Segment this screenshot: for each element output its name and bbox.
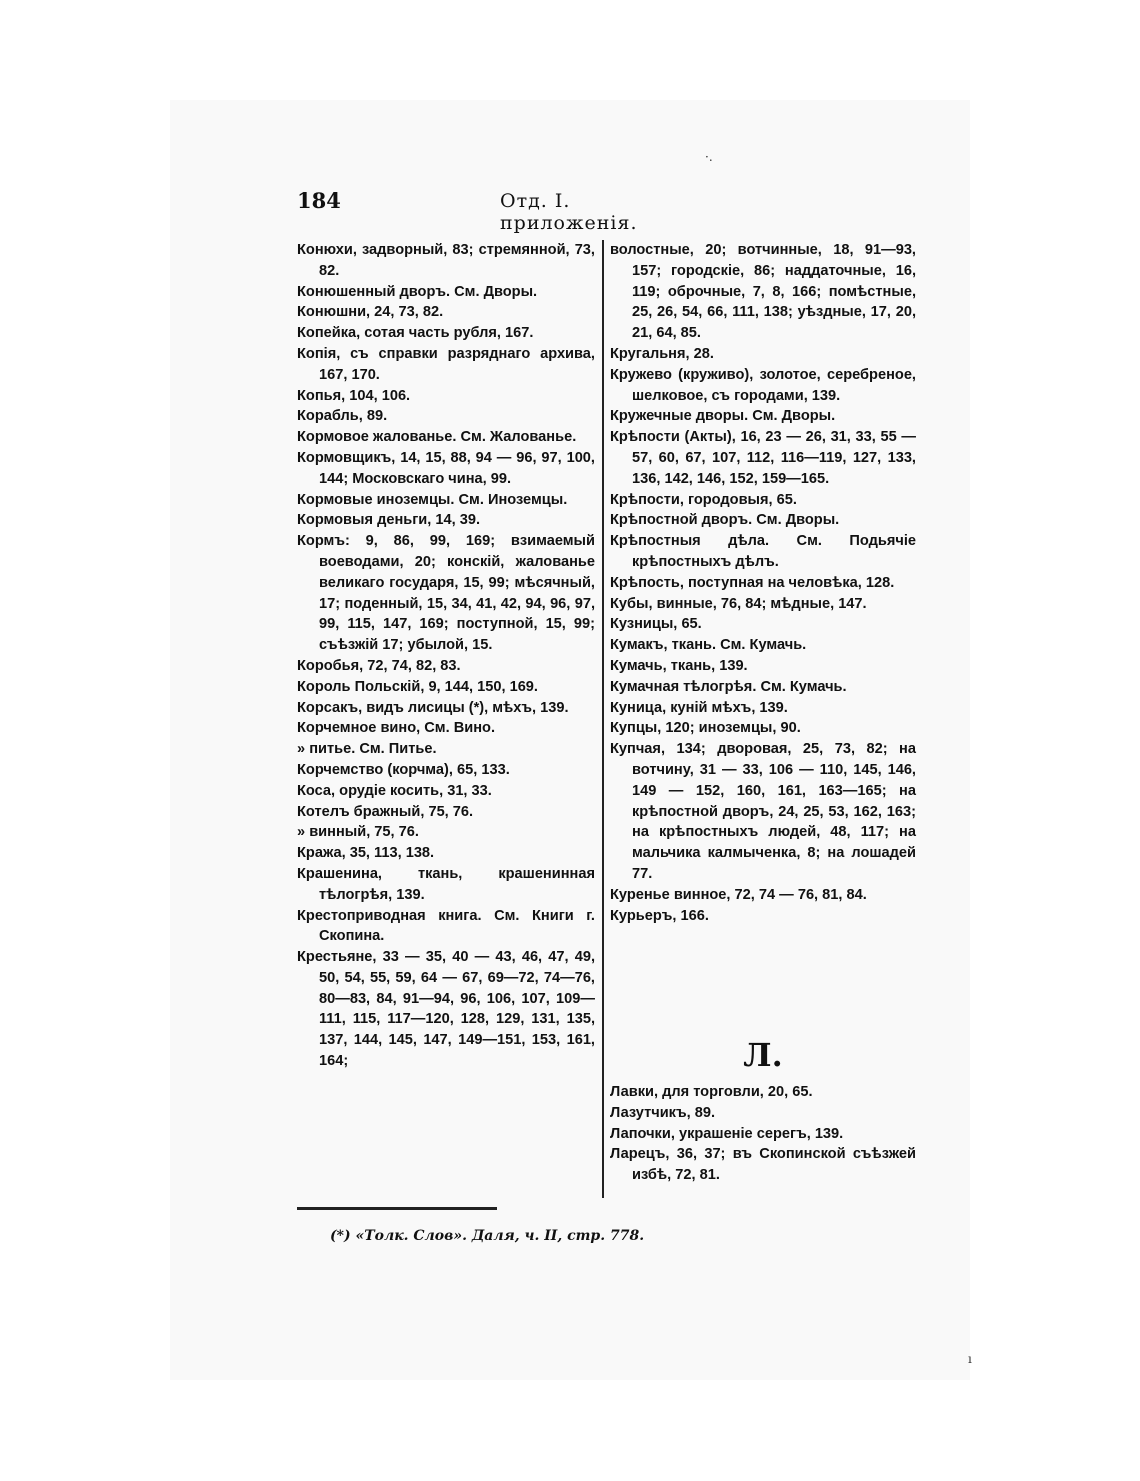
entry-headword: Коса, — [297, 782, 336, 799]
index-entry — [297, 240, 595, 282]
index-entry — [610, 1144, 916, 1186]
entry-headword: Куница, — [610, 699, 667, 716]
entry-headword: Лазутчикъ, — [610, 1104, 691, 1121]
index-entry — [610, 906, 916, 927]
footnote-rule — [297, 1207, 497, 1210]
entry-headword: Копья, — [297, 387, 346, 404]
entry-headword: Котелъ бражный, — [297, 803, 425, 820]
index-entry — [610, 594, 916, 615]
index-entry — [610, 885, 916, 906]
index-entry — [297, 822, 595, 843]
right-column — [610, 240, 916, 926]
entry-references: орудіе косить, 31, 33. — [339, 782, 492, 799]
entry-headword: Копія, — [297, 345, 341, 362]
index-entry — [297, 406, 595, 427]
entry-references: См. Вино. — [424, 720, 496, 737]
entry-references: ткань. См. Кумачь. — [671, 637, 807, 654]
entry-references: питье. См. Питье. — [309, 741, 437, 758]
entry-headword: Купцы, — [610, 720, 662, 737]
entry-references: 65. — [681, 616, 702, 633]
index-entry — [297, 344, 595, 386]
entry-references: 35, 113, 138. — [349, 845, 435, 862]
entry-references: 36, 37; въ Скопинской съѣзжей избѣ, 72, 81. — [632, 1146, 916, 1184]
entry-headword: Купчая, — [610, 741, 665, 758]
entry-headword: Крѣпости, — [610, 491, 684, 508]
index-entry — [297, 864, 595, 906]
index-entry — [610, 1124, 916, 1145]
index-entry — [297, 906, 595, 948]
index-entry — [610, 365, 916, 407]
index-entry — [297, 302, 595, 323]
entry-references: 134; дворовая, 25, 73, 82; на вотчину, 31 — 33, 106 — 110, 145, 146, 149 — 152, 160, 161, 163—165; на крѣпостной дворъ, 24, 25, 53, 162, 163; на крѣпостныхъ людей, 48, 117; на мальчика калмыченка, 8; на лошадей 77. — [632, 741, 916, 882]
index-entry — [297, 510, 595, 531]
index-entry — [610, 698, 916, 719]
entry-references: 24, 73, 82. — [374, 304, 444, 321]
entry-references: 14, 15, 88, 94 — 96, 97, 100, 144; Московскаго чина, 99. — [319, 449, 595, 487]
entry-references: 89. — [694, 1104, 716, 1121]
index-entry — [297, 448, 595, 490]
entry-headword: Кормовые иноземцы. — [297, 491, 455, 508]
index-entry — [297, 843, 595, 864]
speck: ·. — [705, 150, 713, 164]
index-entry — [610, 718, 916, 739]
index-entry — [610, 739, 916, 885]
index-entry — [610, 427, 916, 489]
entry-headword: Конюхи, — [297, 242, 357, 258]
entry-references: См. Дворы. — [454, 283, 538, 300]
index-entry — [610, 344, 916, 365]
entry-references: куній мѣхъ, 139. — [670, 699, 788, 716]
column-separator — [602, 240, 604, 1198]
entry-references: 65, 133. — [457, 761, 510, 778]
index-entry — [297, 781, 595, 802]
entry-references: для торговли, 20, 65. — [662, 1084, 813, 1100]
section-letter: Л. — [743, 1036, 783, 1074]
entry-headword: Кража, — [297, 845, 346, 862]
footnote: (*) «Толк. Слов». Даля, ч. II, стр. 778. — [330, 1228, 645, 1244]
entry-references: городовыя, 65. — [687, 491, 797, 508]
index-entry — [610, 656, 916, 677]
index-entry — [610, 490, 916, 511]
entry-headword: Кормовое жалованье. — [297, 429, 457, 446]
index-entry — [297, 531, 595, 656]
index-entry — [297, 386, 595, 407]
entry-headword: Лапочки, — [610, 1125, 675, 1142]
entry-headword: » — [297, 741, 306, 758]
entry-references: 72, 74 — 76, 81, 84. — [734, 886, 867, 903]
entry-headword: Кружево (круживо), — [610, 366, 754, 383]
entry-headword: Конюшенный дворъ. — [297, 283, 451, 300]
entry-headword: Кумачь, — [610, 657, 667, 674]
right-column-section-l — [610, 1082, 916, 1186]
entry-references: См. Книги г. Скопина. — [319, 907, 595, 945]
index-entry — [297, 718, 595, 739]
entry-headword: Куренье винное, — [610, 886, 731, 903]
index-entry — [610, 406, 916, 427]
entry-headword: Корчемное вино, — [297, 720, 421, 737]
index-entry — [610, 1082, 916, 1103]
index-entry — [610, 531, 916, 573]
entry-references: 166. — [680, 907, 709, 924]
entry-references: 89. — [366, 408, 388, 425]
entry-headword: Кумакъ, — [610, 637, 668, 654]
entry-references: См. Иноземцы. — [458, 491, 568, 508]
entry-references: поступная на человѣка, 128. — [687, 574, 895, 591]
index-entry — [297, 323, 595, 344]
entry-headword: Корабль, — [297, 408, 363, 425]
entry-headword: Курьеръ, — [610, 907, 677, 924]
entry-references: 104, 106. — [349, 387, 411, 404]
index-entry — [297, 739, 595, 760]
entry-references: См. Подьячіе крѣпостныхъ дѣлъ. — [632, 533, 916, 570]
index-entry — [610, 677, 916, 698]
entry-references: См. Кумачь. — [760, 678, 847, 695]
index-entry — [297, 282, 595, 303]
entry-headword: Крѣпости (Акты), — [610, 429, 736, 446]
entry-references: См. Жалованье. — [460, 429, 577, 446]
index-entry — [297, 656, 595, 677]
index-entry — [610, 573, 916, 594]
entry-headword: Коробья, — [297, 657, 364, 674]
entry-references: винный, 75, 76. — [309, 824, 419, 841]
entry-references: См. Дворы. — [752, 408, 836, 425]
entry-references: съ справки разряднаго архива, 167, 170. — [319, 345, 595, 383]
entry-headword: Кузницы, — [610, 616, 678, 633]
entry-references: задворный, 83; стремянной, 73, 82. — [319, 242, 595, 279]
entry-headword: Крѣпостныя дѣла. — [610, 533, 770, 550]
index-entry — [297, 947, 595, 1072]
entry-headword: » — [297, 824, 306, 841]
entry-references: винные, 76, 84; мѣдные, 147. — [656, 595, 867, 612]
entry-references: 72, 74, 82, 83. — [367, 657, 461, 674]
index-entry — [610, 240, 916, 344]
left-column — [297, 240, 595, 1072]
entry-references: видъ лисицы (*), мѣхъ, 139. — [366, 699, 569, 716]
entry-references: 75, 76. — [428, 803, 474, 820]
index-entry — [297, 760, 595, 781]
entry-headword: Ларецъ, — [610, 1146, 670, 1163]
index-entry — [297, 677, 595, 698]
entry-references: золотое, серебреное, шелковое, съ городами, 139. — [632, 366, 916, 404]
entry-references: 9, 144, 150, 169. — [428, 678, 538, 695]
entry-references: 120; иноземцы, 90. — [665, 720, 801, 737]
running-head: Отд. I. приложенія. — [500, 190, 638, 234]
index-entry — [610, 1103, 916, 1124]
entry-headword: Крѣпостной дворъ. — [610, 512, 753, 529]
entry-headword: Кружечные дворы. — [610, 408, 749, 425]
index-entry — [297, 490, 595, 511]
index-entry — [610, 635, 916, 656]
entry-headword: Корсакъ, — [297, 699, 363, 716]
entry-references: 9, 86, 99, 169; взимаемый воеводами, 20; конскій, жалованье великаго государя, 15, 99; мѣсячный, 17; поденный, 15, 34, 41, 42, 94, 96, 97, 99, 115, 147, 169; поступной, 15, 99; съѣзжій 17; убылой, 15. — [319, 533, 595, 654]
entry-headword: Крѣпость, — [610, 574, 684, 591]
page-number: 184 — [297, 188, 341, 213]
entry-headword: Кубы, — [610, 595, 653, 612]
entry-references: ткань, крашенинная тѣлогрѣя, 139. — [319, 865, 595, 903]
entry-references: волостные, 20; вотчинные, 18, 91—93, 157; городскіе, 86; наддаточные, 16, 119; оброчные, 7, 8, 166; помѣстные, 25, 26, 54, 66, 111, 138; уѣздные, 17, 20, 21, 64, 85. — [610, 242, 916, 342]
entry-references: 14, 39. — [435, 512, 481, 529]
entry-references: сотая часть рубля, 167. — [364, 325, 534, 342]
entry-headword: Кумачная тѣлогрѣя. — [610, 678, 757, 695]
page-header — [297, 188, 707, 234]
entry-references: См. Дворы. — [756, 512, 840, 529]
entry-headword: Лавки, — [610, 1084, 659, 1100]
speck: ı — [968, 1352, 972, 1366]
entry-headword: Кормовщикъ, — [297, 449, 396, 466]
entry-references: 28. — [693, 345, 714, 362]
index-entry — [297, 427, 595, 448]
entry-headword: Корчемство (корчма), — [297, 761, 453, 778]
entry-references: ткань, 139. — [670, 657, 748, 674]
entry-headword: Крестоприводная книга. — [297, 907, 482, 924]
entry-headword: Крашенина, — [297, 865, 382, 882]
index-entry — [610, 614, 916, 635]
index-entry — [297, 698, 595, 719]
entry-references: украшеніе серегъ, 139. — [678, 1125, 844, 1142]
entry-headword: Кругальня, — [610, 345, 690, 362]
entry-headword: Копейка, — [297, 325, 361, 342]
entry-headword: Крестьяне, — [297, 949, 377, 966]
entry-references: 33 — 35, 40 — 43, 46, 47, 49, 50, 54, 55, 59, 64 — 67, 69—72, 74—76, 80—83, 84, 91—94, 96, 106, 107, 109—111, 115, 117—120, 128, 129, 131, 135, 137, 144, 145, 147, 149—151, 153, 161, 164; — [319, 949, 596, 1070]
entry-headword: Король Польскій, — [297, 678, 425, 695]
entry-headword: Конюшни, — [297, 304, 371, 321]
entry-headword: Кормъ: — [297, 533, 350, 550]
entry-references: 16, 23 — 26, 31, 33, 55 — 57, 60, 67, 107, 112, 116—119, 127, 133, 136, 142, 146, 152, 159—165. — [632, 429, 917, 487]
index-entry — [297, 802, 595, 823]
index-entry — [610, 510, 916, 531]
entry-headword: Кормовыя деньги, — [297, 512, 432, 529]
